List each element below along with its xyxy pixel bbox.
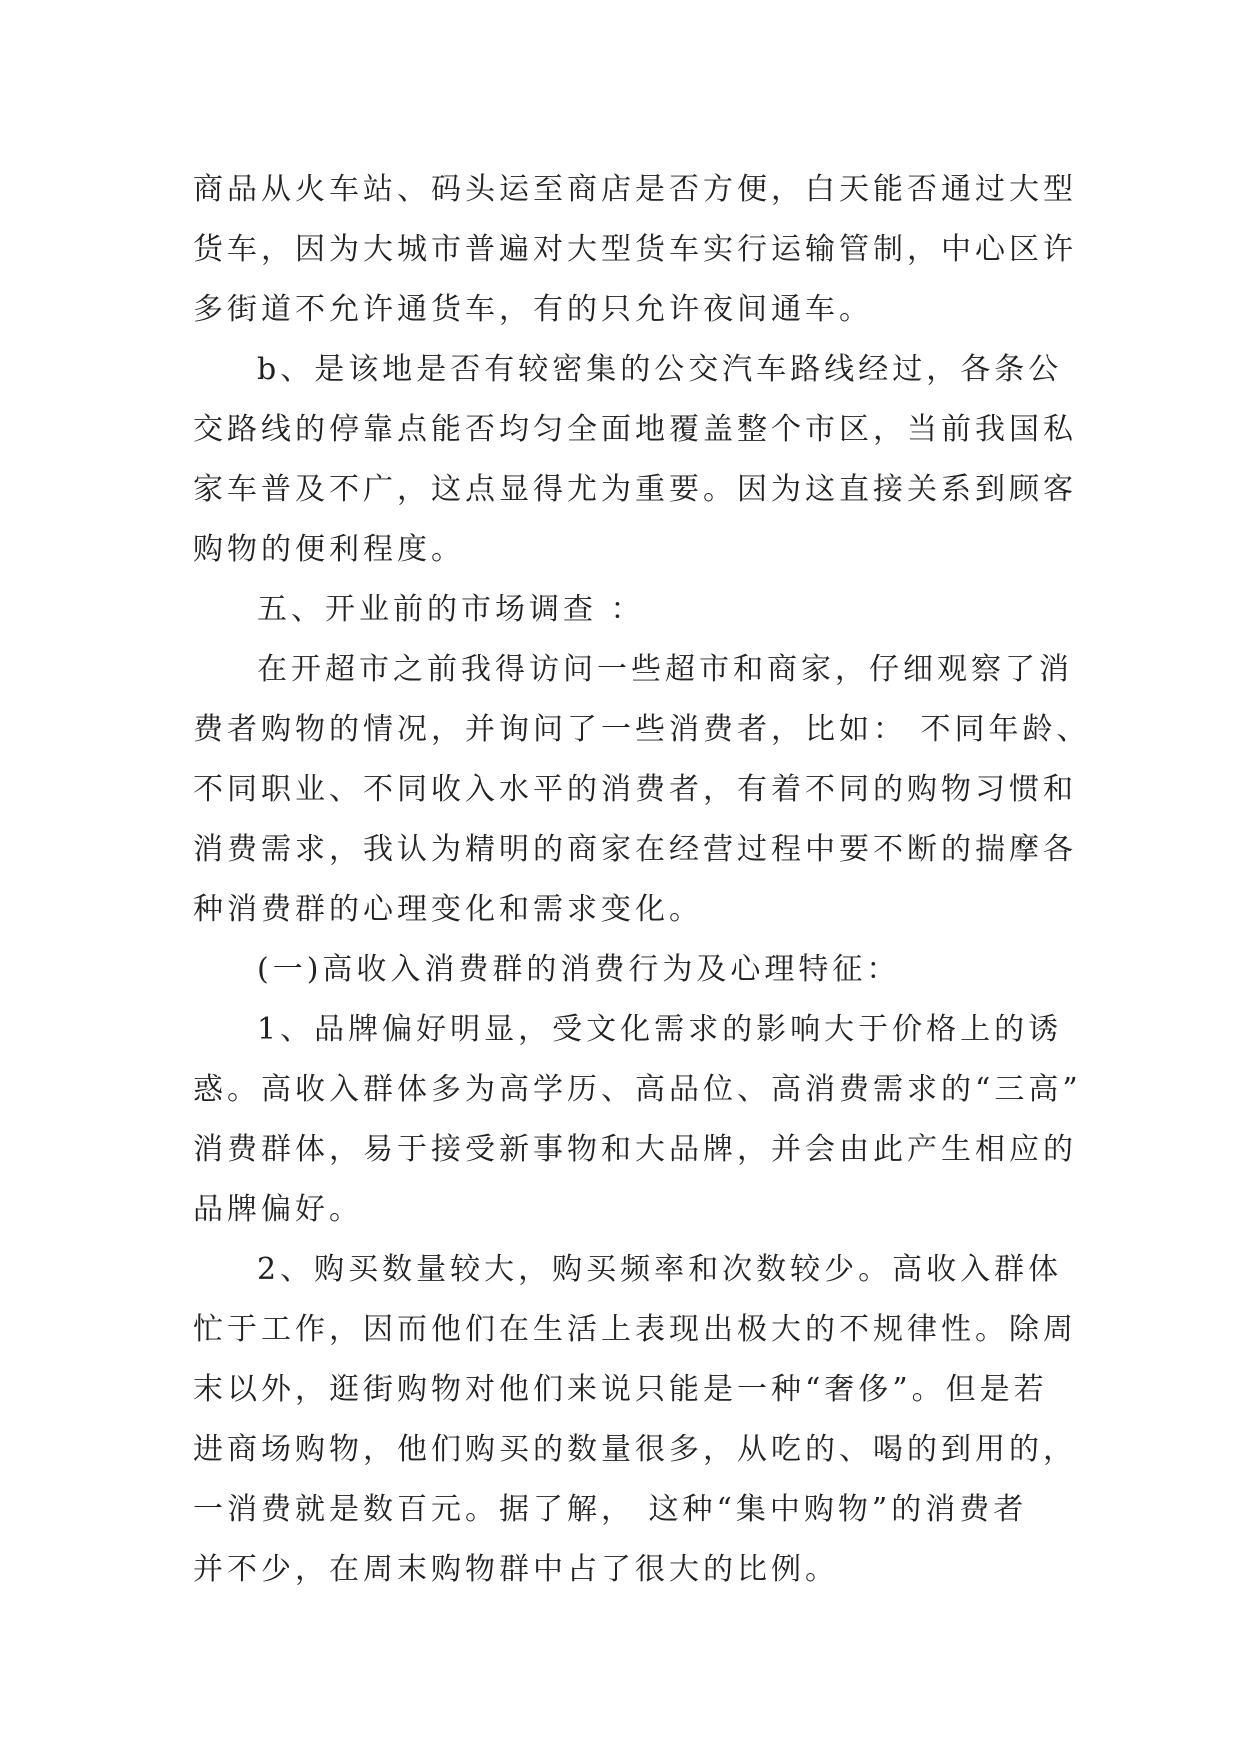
text-line: 商品从火车站、码头运至商店是否方便，白天能否通过大型 <box>193 172 1077 207</box>
text-line: 并不少，在周末购物群中占了很大的比例。 <box>193 1552 839 1587</box>
text-line: 不同职业、不同收入水平的消费者，有着不同的购物习惯和 <box>193 772 1077 807</box>
text-line: 家车普及不广，这点显得尤为重要。因为这直接关系到顾客 <box>193 472 1077 507</box>
text-line: 品牌偏好。 <box>193 1192 363 1227</box>
text-line: 费者购物的情况，并询问了一些消费者，比如： 不同年龄、 <box>193 712 1091 747</box>
text-line: 在开超市之前我得访问一些超市和商家，仔细观察了消 <box>257 652 1073 687</box>
text-line: 忙于工作，因而他们在生活上表现出极大的不规律性。除周 <box>193 1312 1077 1347</box>
text-line: 1、品牌偏好明显，受文化需求的影响大于价格上的诱 <box>257 1012 1063 1047</box>
text-line: 一消费就是数百元。据了解， 这种“集中购物”的消费者 <box>193 1492 1028 1527</box>
text-line: 多街道不允许通货车，有的只允许夜间通车。 <box>193 292 873 327</box>
text-line: 货车，因为大城市普遍对大型货车实行运输管制，中心区许 <box>193 232 1077 267</box>
text-line: 进商场购物，他们购买的数量很多，从吃的、喝的到用的， <box>193 1432 1077 1467</box>
text-line: 消费需求，我认为精明的商家在经营过程中要不断的揣摩各 <box>193 832 1077 867</box>
text-line: 交路线的停靠点能否均匀全面地覆盖整个市区，当前我国私 <box>193 412 1077 447</box>
text-line: b、是该地是否有较密集的公交汽车路线经过，各条公 <box>257 352 1063 387</box>
subsection-heading: (一)高收入消费群的消费行为及心理特征： <box>257 952 901 987</box>
text-line: 购物的便利程度。 <box>193 532 465 567</box>
text-line: 种消费群的心理变化和需求变化。 <box>193 892 703 927</box>
body-text <box>193 160 1091 1600</box>
text-line: 2、购买数量较大，购买频率和次数较少。高收入群体 <box>257 1252 1063 1287</box>
section-heading: 五、开业前的市场调查 ： <box>257 592 645 627</box>
text-line: 惑。高收入群体多为高学历、高品位、高消费需求的“三高” <box>193 1072 1082 1107</box>
text-line: 消费群体，易于接受新事物和大品牌，并会由此产生相应的 <box>193 1132 1077 1167</box>
text-line: 末以外，逛街购物对他们来说只能是一种“奢侈”。但是若 <box>193 1372 1048 1407</box>
